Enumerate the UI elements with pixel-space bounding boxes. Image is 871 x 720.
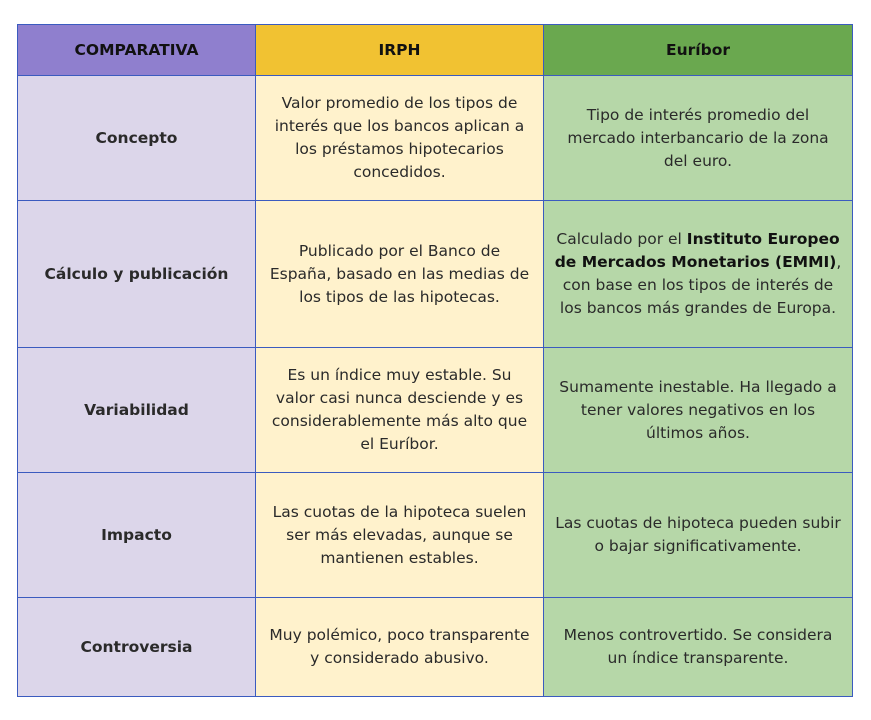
euribor-text-pre: Calculado por el [556, 230, 687, 248]
row-label: Cálculo y publicación [18, 201, 256, 348]
irph-cell: Muy polémico, poco transparente y considerado abusivo. [256, 598, 544, 697]
row-label: Variabilidad [18, 348, 256, 473]
table-row [18, 473, 853, 598]
euribor-cell: Sumamente inestable. Ha llegado a tener valores negativos en los últimos años. [544, 348, 853, 473]
table-row [18, 201, 853, 348]
euribor-text-post: , con base en los tipos de interés de los bancos más grandes de Europa. [559, 253, 842, 317]
euribor-cell [544, 201, 853, 348]
header-euribor: Euríbor [544, 25, 853, 76]
comparison-table [17, 24, 853, 697]
euribor-cell: Tipo de interés promedio del mercado interbancario de la zona del euro. [544, 76, 853, 201]
euribor-cell: Las cuotas de hipoteca pueden subir o bajar significativamente. [544, 473, 853, 598]
table-row [18, 348, 853, 473]
irph-cell: Publicado por el Banco de España, basado en las medias de los tipos de las hipotecas. [256, 201, 544, 348]
row-label: Concepto [18, 76, 256, 201]
euribor-cell: Menos controvertido. Se considera un índice transparente. [544, 598, 853, 697]
irph-cell: Las cuotas de la hipoteca suelen ser más elevadas, aunque se mantienen estables. [256, 473, 544, 598]
irph-cell: Valor promedio de los tipos de interés que los bancos aplican a los préstamos hipotecarios concedidos. [256, 76, 544, 201]
euribor-text-bold: Instituto Europeo de Mercados Monetarios (EMMI) [554, 230, 840, 271]
row-label: Impacto [18, 473, 256, 598]
row-label: Controversia [18, 598, 256, 697]
table-header-row [18, 25, 853, 76]
header-irph: IRPH [256, 25, 544, 76]
table-row [18, 76, 853, 201]
header-comparativa: COMPARATIVA [18, 25, 256, 76]
irph-cell: Es un índice muy estable. Su valor casi nunca desciende y es considerablemente más alto que el Euríbor. [256, 348, 544, 473]
table-row [18, 598, 853, 697]
